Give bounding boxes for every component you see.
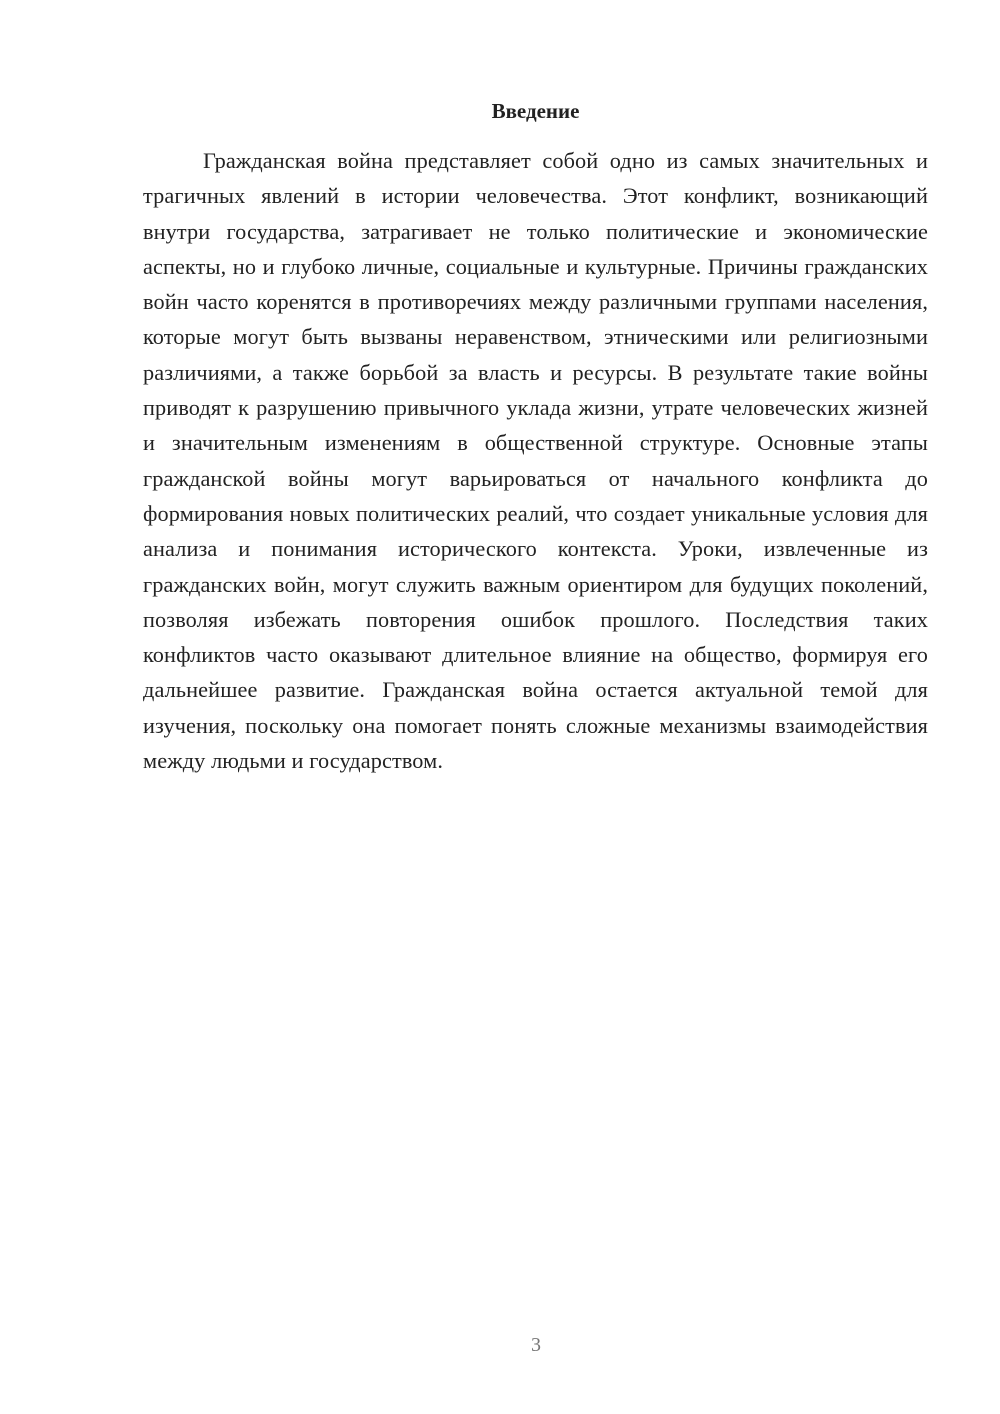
section-heading: Введение xyxy=(491,99,580,123)
body-paragraph: Гражданская война представляет собой одно из самых значительных и трагичных явлений в истории человечества. Этот конфликт, возникающий внутри государства, затрагивает не только политические и экономические аспекты, но и глубоко личные, социальные и культурные. Причины гражданских войн часто коренятся в противоречиях между различными группами населения, которые могут быть вызваны неравенством, этническими или религиозными различиями, а также борьбой за власть и ресурсы. В результате такие войны приводят к разрушению привычного уклада жизни, утрате человеческих жизней и значительным изменениям в общественной структуре. Основные этапы гражданской войны могут варьироваться от начального конфликта до формирования новых политических реалий, что создает уникальные условия для анализа и понимания исторического контекста. Уроки, извлеченные из гражданских войн, могут служить важным ориентиром для будущих поколений, позволяя избежать повторения ошибок прошлого. Последствия таких конфликтов часто оказывают длительное влияние на общество, формируя его дальнейшее развитие. Гражданская война остается актуальной темой для изучения, поскольку она помогает понять сложные механизмы взаимодействия между людьми и государством. xyxy=(143,148,928,774)
page-number: 3 xyxy=(531,1334,541,1356)
